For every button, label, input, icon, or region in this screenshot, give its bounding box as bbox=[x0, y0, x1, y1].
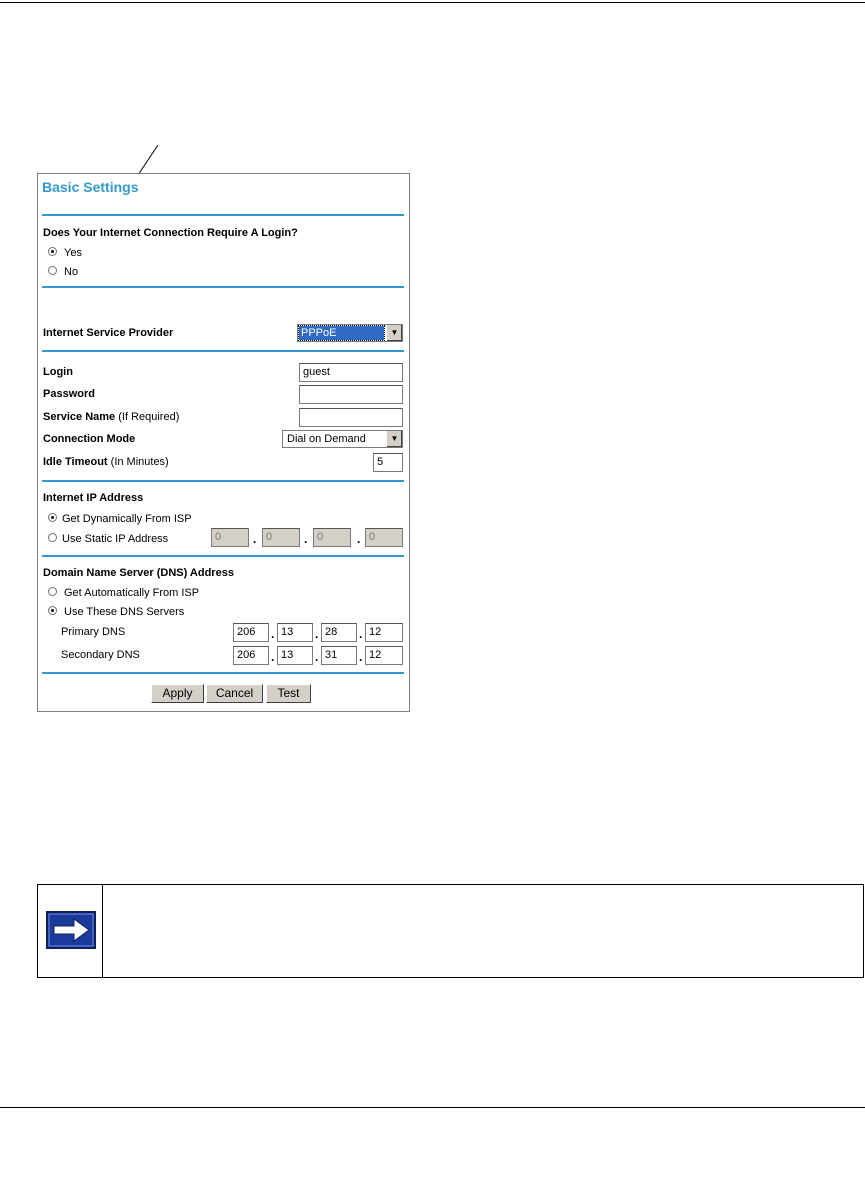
divider bbox=[42, 480, 404, 482]
connection-mode-value: Dial on Demand bbox=[287, 433, 366, 445]
test-button[interactable]: Test bbox=[266, 684, 311, 703]
service-name-label: Service Name (If Required) bbox=[43, 411, 180, 423]
static-ip-octet-4[interactable]: 0 bbox=[365, 528, 403, 547]
divider bbox=[42, 672, 404, 674]
divider bbox=[42, 555, 404, 557]
login-no-radio[interactable] bbox=[48, 266, 57, 275]
static-ip-octet-1[interactable]: 0 bbox=[211, 528, 249, 547]
ip-separator: . bbox=[315, 650, 319, 664]
primary-dns-octet-2[interactable]: 13 bbox=[277, 623, 313, 642]
ip-separator: . bbox=[359, 627, 363, 641]
login-no-label: No bbox=[64, 266, 79, 278]
login-input[interactable]: guest bbox=[299, 363, 403, 382]
basic-settings-panel bbox=[37, 173, 410, 712]
right-arrow-icon bbox=[46, 911, 96, 949]
apply-button[interactable]: Apply bbox=[151, 684, 204, 703]
ip-separator: . bbox=[253, 532, 257, 546]
dns-auto-radio[interactable] bbox=[48, 587, 57, 596]
service-name-input[interactable] bbox=[299, 408, 403, 427]
password-label: Password bbox=[43, 388, 95, 400]
dns-auto-label: Get Automatically From ISP bbox=[64, 587, 200, 599]
dns-manual-label: Use These DNS Servers bbox=[64, 606, 185, 618]
isp-label: Internet Service Provider bbox=[43, 327, 174, 339]
ip-dynamic-radio[interactable] bbox=[48, 513, 57, 522]
connection-mode-select[interactable] bbox=[282, 430, 403, 448]
ip-separator: . bbox=[315, 627, 319, 641]
dns-heading: Domain Name Server (DNS) Address bbox=[43, 567, 234, 579]
ip-static-label: Use Static IP Address bbox=[62, 533, 169, 545]
idle-timeout-label: Idle Timeout (In Minutes) bbox=[43, 456, 169, 468]
secondary-dns-octet-2[interactable]: 13 bbox=[277, 646, 313, 665]
login-label: Login bbox=[43, 366, 73, 378]
dns-manual-radio[interactable] bbox=[48, 606, 57, 615]
ip-dynamic-label: Get Dynamically From ISP bbox=[62, 513, 192, 525]
divider bbox=[42, 286, 404, 288]
primary-dns-octet-3[interactable]: 28 bbox=[321, 623, 357, 642]
secondary-dns-octet-4[interactable]: 12 bbox=[365, 646, 403, 665]
password-input[interactable] bbox=[299, 385, 403, 404]
static-ip-octet-2[interactable]: 0 bbox=[262, 528, 300, 547]
login-yes-label: Yes bbox=[64, 247, 82, 259]
bottom-page-rule bbox=[0, 1107, 865, 1108]
note-divider bbox=[102, 885, 103, 977]
idle-timeout-input[interactable]: 5 bbox=[373, 453, 403, 472]
note-box bbox=[37, 884, 864, 978]
isp-select[interactable] bbox=[297, 324, 403, 342]
internet-ip-heading: Internet IP Address bbox=[43, 492, 144, 504]
ip-separator: . bbox=[271, 650, 275, 664]
secondary-dns-octet-1[interactable]: 206 bbox=[233, 646, 269, 665]
ip-separator: . bbox=[304, 532, 308, 546]
ip-separator: . bbox=[359, 650, 363, 664]
primary-dns-octet-1[interactable]: 206 bbox=[233, 623, 269, 642]
primary-dns-octet-4[interactable]: 12 bbox=[365, 623, 403, 642]
page-title: Basic Settings bbox=[42, 179, 139, 195]
secondary-dns-octet-3[interactable]: 31 bbox=[321, 646, 357, 665]
cancel-button[interactable]: Cancel bbox=[206, 684, 263, 703]
ip-separator: . bbox=[271, 627, 275, 641]
chevron-down-icon[interactable]: ▼ bbox=[386, 325, 402, 341]
login-yes-radio[interactable] bbox=[48, 247, 57, 256]
static-ip-octet-3[interactable]: 0 bbox=[313, 528, 351, 547]
isp-select-value: PPPoE bbox=[299, 326, 384, 340]
connection-mode-label: Connection Mode bbox=[43, 433, 136, 445]
ip-static-radio[interactable] bbox=[48, 533, 57, 542]
divider bbox=[42, 214, 404, 216]
secondary-dns-label: Secondary DNS bbox=[61, 649, 140, 661]
divider bbox=[42, 350, 404, 352]
primary-dns-label: Primary DNS bbox=[61, 626, 126, 638]
login-question: Does Your Internet Connection Require A Login? bbox=[43, 227, 298, 239]
chevron-down-icon[interactable]: ▼ bbox=[386, 431, 402, 447]
ip-separator: . bbox=[357, 532, 361, 546]
